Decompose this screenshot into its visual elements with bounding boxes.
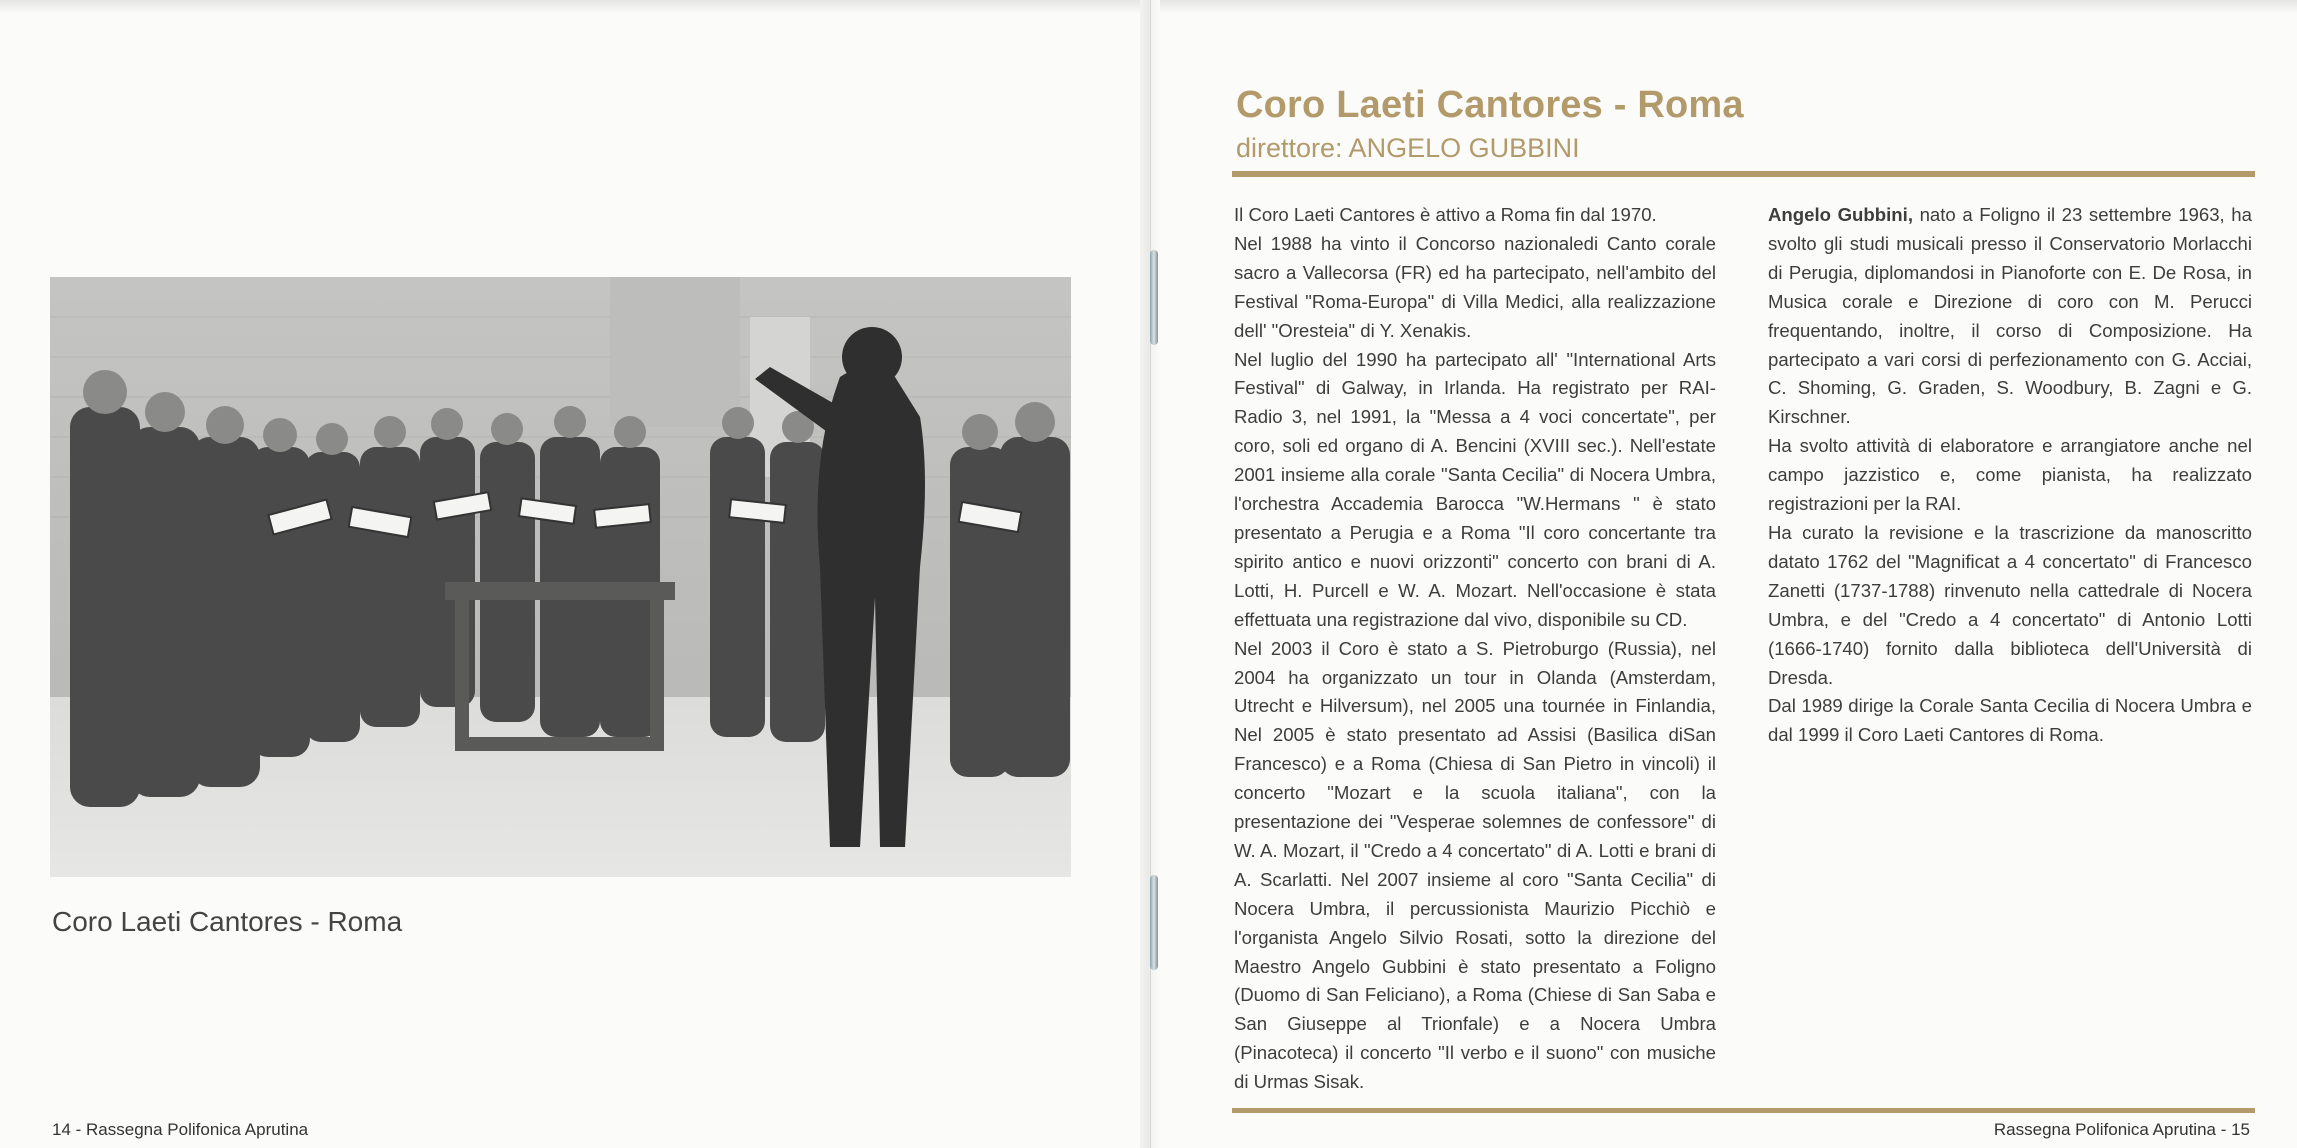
paragraph: Dal 1989 dirige la Corale Santa Cecilia di Nocera Umbra e dal 1999 il Coro Laeti Cantores di Roma.: [1768, 695, 2252, 746]
paragraph: [1768, 201, 2252, 432]
paragraph: Ha curato la revisione e la trascrizione da manoscritto datato 1762 del "Magnificat a 4 concertato" di Francesco Zanetti (1737-1788) rinvenuto nella cattedrale di Nocera Umbra, e del "Credo a 4 concertato" di Antonio Lotti (1666-1740) fornito dalla biblioteca dell'Università di Dresda.: [1768, 521, 2252, 688]
staple-top: [1150, 250, 1158, 345]
gutter-fold-line: [1150, 0, 1151, 1148]
page-subtitle: direttore: ANGELO GUBBINI: [1236, 133, 1580, 163]
header-rule: [1232, 171, 2255, 177]
paragraph: Il Coro Laeti Cantores è attivo a Roma fin dal 1970.: [1234, 204, 1657, 225]
director-bio-lead: nato a Foligno il 23 settembre 1963, ha svolto gli studi musicali presso il Conservatorio Morlacchi di Perugia, diplomandosi in Pianoforte con E. De Rosa, in Musica corale e Direzione di coro con M. Perucci frequentando, inoltre, il corso di Composizione. Ha partecipato a vari corsi di perfezionamento con G. Acciai, C. Shoming, G. Graden, S. Woodbury, B. Zagni e G. Kirschner.: [1768, 204, 2252, 428]
page-folio-left: 14 - Rassegna Polifonica Aprutina: [52, 1120, 309, 1139]
page-title: Coro Laeti Cantores - Roma: [1236, 84, 1744, 126]
paragraph: Ha svolto attività di elaboratore e arrangiatore anche nel campo jazzistico e, come pianista, ha realizzato registrazioni per la RAI.: [1768, 435, 2252, 515]
choir-photo-illustration: [50, 277, 1071, 877]
paragraph: Nel 2003 il Coro è stato a S. Pietroburgo (Russia), nel 2004 ha organizzato un tour in Olanda (Amsterdam, Utrecht e Hilversum), nel 2005 una tournée in Finlandia, Nel 2005 è stato presentato ad Assisi (Basilica diSan Francesco) e a Roma (Chiesa di San Pietro in vincoli) il concerto "Mozart e la scuola italiana", con la presentazione dei "Vesperae solemnes de confessore" di W. A. Mozart, il "Credo a 4 concertato" di A. Lotti e brani di A. Scarlatti. Nel 2007 insieme al coro "Santa Cecilia" di Nocera Umbra, il percussionista Maurizio Picchiò e l'organista Angelo Silvio Rosati, sotto la direzione del Maestro Angelo Gubbini è stato presentato a Foligno (Duomo di San Feliciano), a Roma (Chiese di San Saba e San Giuseppe al Trionfale) e a Nocera Umbra (Pinacoteca) il concerto "Il verbo e il suono" con musiche di Urmas Sisak.: [1234, 637, 1716, 1093]
photo-caption: Coro Laeti Cantores - Roma: [52, 906, 403, 937]
director-name: Angelo Gubbini,: [1768, 204, 1913, 225]
staple-bottom: [1150, 875, 1158, 970]
footer-rule: [1232, 1108, 2255, 1113]
director-bio-column: [1768, 201, 2252, 750]
choir-photo: [50, 277, 1071, 877]
paragraph: Nel 1988 ha vinto il Concorso nazionaledi Canto corale sacro a Vallecorsa (FR) ed ha partecipato, nell'ambito del Festival "Roma-Europa" di Villa Medici, alla realizzazione dell' "Oresteia" di Y. Xenakis.: [1234, 232, 1716, 341]
paragraph: Nel luglio del 1990 ha partecipato all' "International Arts Festival" di Galway, in Irlanda. Ha registrato per RAI-Radio 3, nel 1991, la "Messa a 4 voci concertate", per coro, soli ed organo di A. Bencini (XVIII sec.). Nell'estate 2001 insieme alla corale "Santa Cecilia" di Nocera Umbra, l'orchestra Accademia Barocca "W.Hermans " è stato presentato a Perugia e a Roma "Il coro concertante tra spirito antico e nuovi orizzonti" concerto con brani di A. Lotti, H. Purcell e W. A. Mozart. Nell'occasione è stata effettuata una registrazione dal vivo, disponibile su CD.: [1234, 348, 1716, 630]
choir-history-column: [1234, 201, 1716, 1097]
page-folio-right: Rassegna Polifonica Aprutina - 15: [1993, 1120, 2250, 1139]
